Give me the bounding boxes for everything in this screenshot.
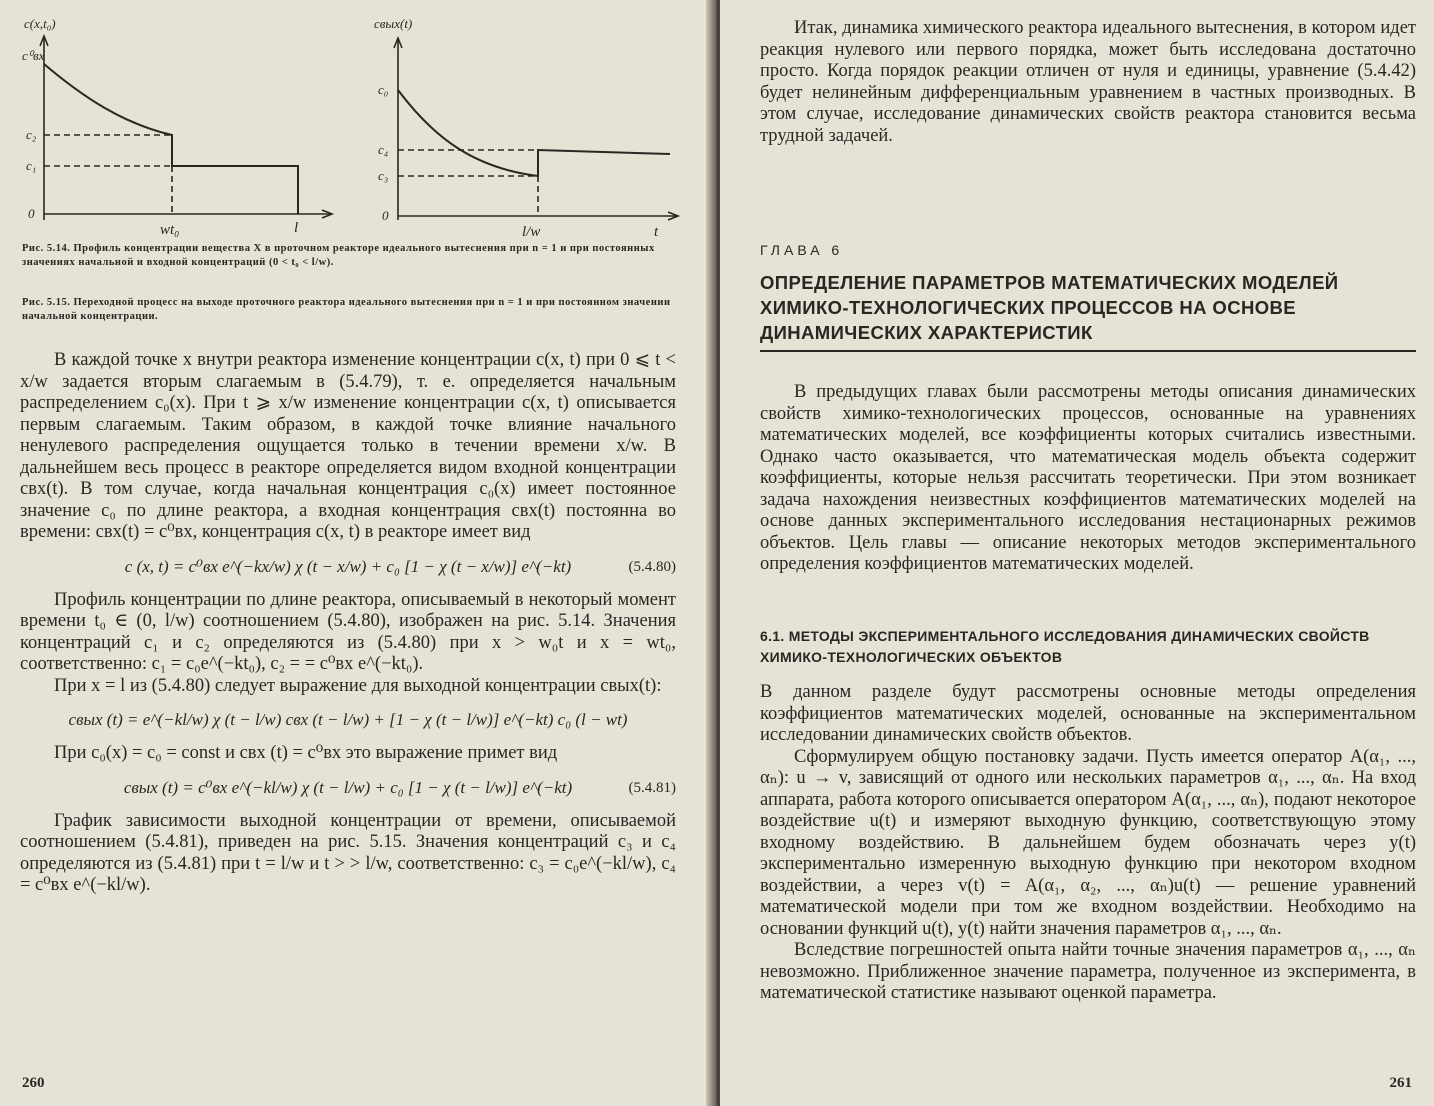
page-number: 260 [22, 1075, 45, 1091]
chapter-label: ГЛАВА 6 [760, 242, 844, 258]
fig515-tick-c3: c₃ [378, 168, 389, 183]
section-body-text [760, 682, 1416, 1005]
equation-5480 [20, 544, 676, 590]
chapter-rule [760, 350, 1416, 352]
fig514-x-end-label: l [294, 220, 299, 236]
fig515-y-label: cвых(t) [374, 16, 413, 31]
figures-row [14, 8, 686, 240]
figure-515-caption: Рис. 5.15. Переходной процесс на выходе проточного реактора идеального вытеснения при n = 1 и при постоянном значении начальной концентрации. [22, 297, 671, 322]
paragraph: Профиль концентрации по длине реактора, описываемый в некоторый момент времени t₀ ∈ (0, l/w) соотношением (5.4.80), изображен на рис. 5.14. Значения концентраций c₁ и c₂ определяются из (5.4.80) при x > w₀t и x = wt₀, соответственно: c₁ = c₀e^(−kt₀), c₂ = = c⁰вх e^(−kt₀). [20, 589, 676, 674]
paragraph: В предыдущих главах были рассмотрены методы описания динамических свойств химико-технологических процессов, основанные на уравнениях математических моделей, все коэффициенты которых считались известными. Однако часто оказывается, что математическая модель объекта содержит коэффициенты, которые нельзя рассчитать теоретически. При этом возникает задача нахождения неизвестных коэффициентов математических моделей на основе данных экспериментального исследования нестационарных режимов объектов. Цель главы — описание некоторых методов экспериментального определения коэффициентов математических моделей. [760, 382, 1416, 574]
figure-graphs [14, 8, 686, 240]
left-page [0, 0, 712, 1106]
fig514-tick-c2: c₂ [26, 127, 37, 142]
fig514-tick-c1: c₁ [26, 158, 37, 173]
chapter-title: ОПРЕДЕЛЕНИЕ ПАРАМЕТРОВ МАТЕМАТИЧЕСКИХ МОДЕЛЕЙ ХИМИКО-ТЕХНОЛОГИЧЕСКИХ ПРОЦЕССОВ НА ОСНОВЕ ДИНАМИЧЕСКИХ ХАРАКТЕРИСТИК [760, 272, 1339, 343]
section-title: 6.1. МЕТОДЫ ЭКСПЕРИМЕНТАЛЬНОГО ИССЛЕДОВАНИЯ ДИНАМИЧЕСКИХ СВОЙСТВ ХИМИКО-ТЕХНОЛОГИЧЕСКИХ ОБЪЕКТОВ [760, 628, 1370, 665]
equation-number: (5.4.81) [628, 779, 676, 796]
page-number: 261 [1389, 1075, 1412, 1091]
fig515-x-end-label: t [654, 224, 659, 240]
chapter-intro-text [760, 382, 1416, 576]
figure-514-caption: Рис. 5.14. Профиль концентрации вещества X в проточном реакторе идеального вытеснения при n = 1 и при постоянных значениях начальной и входной концентраций (0 < t₀ < l/w). [22, 243, 655, 268]
paragraph: В каждой точке x внутри реактора изменение концентрации c(x, t) при 0 ⩽ t < x/w задается вторым слагаемым в (5.4.79), т. е. определяется начальным распределением c₀(x). При t ⩾ x/w изменение концентрации c(x, t) описывается первым слагаемым. Таким образом, в каждой точке влияние начального ненулевого распределения ощущается только в течении времени x/w. В дальнейшем весь процесс в реакторе определяется видом входной концентрации cвх(t). В том случае, когда начальная концентрация c₀(x) имеет постоянное значение c₀ по длине реактора, а входная концентрация cвх(t) постоянна во времени: cвх(t) = c⁰вх, концентрация c(x, t) в реакторе имеет вид [20, 350, 676, 542]
fig514-tick-0: 0 [28, 206, 35, 221]
fig515-x-mid-label: l/w [522, 224, 541, 240]
equation-expression: cвых (t) = c⁰вх e^(−kl/w) χ (t − l/w) + c₀ [1 − χ (t − l/w)] e^(−kt) [123, 777, 573, 797]
fig514-curve [44, 64, 298, 214]
paragraph: Итак, динамика химического реактора идеального вытеснения, в котором идет реакция нулевого или первого порядка, может быть исследована достаточно просто. Когда порядок реакции отличен от нуля и единицы, уравнение (5.4.42) будет нелинейным дифференциальным уравнением в частных производных. В этом случае, исследование динамических свойств реактора становится весьма трудной задачей. [760, 18, 1416, 146]
paragraph: При x = l из (5.4.80) следует выражение для выходной концентрации cвых(t): [54, 675, 662, 696]
fig515-curve [398, 90, 670, 176]
fig514-x-label: wt₀ [160, 222, 180, 238]
paragraph: График зависимости выходной концентрации от времени, описываемой соотношением (5.4.81), приведен на рис. 5.15. Значения концентраций c₃ и c₄ определяются из (5.4.81) при t = l/w и t > > l/w, соответственно: c₃ = c₀e^(−kl/w), c₄ = c⁰вх e^(−kl/w). [20, 810, 676, 895]
equation-expression: cвых (t) = e^(−kl/w) χ (t − l/w) cвх (t − l/w) + [1 − χ (t − l/w)] e^(−kt) c₀ (l − wt) [68, 710, 628, 729]
equation-expression: c (x, t) = c⁰вх e^(−kx/w) χ (t − x/w) + c₀ [1 − χ (t − x/w)] e^(−kt) [124, 556, 572, 576]
left-body-text [20, 350, 676, 897]
paragraph: В данном разделе будут рассмотрены основные методы определения коэффициентов математических моделей, основанные на экспериментальном исследовании динамических свойств объектов. [760, 682, 1416, 745]
right-intro-text [760, 18, 1416, 147]
right-page [720, 0, 1434, 1106]
equation-5481 [20, 765, 676, 811]
paragraph: Вследствие погрешностей опыта найти точные значения параметров α₁, ..., αₙ невозможно. Приближенное значение параметра, полученное из эксперимента, в математической статистике называют оценкой параметра. [760, 940, 1416, 1003]
fig514-tick-c0vx: c⁰вх [22, 48, 45, 63]
fig514-y-label: c(x,t₀) [24, 16, 56, 31]
fig515-tick-0: 0 [382, 208, 389, 223]
fig515-tick-c4: c₄ [378, 142, 389, 157]
equation-number: (5.4.80) [628, 558, 676, 575]
paragraph: Сформулируем общую постановку задачи. Пусть имеется оператор A(α₁, ..., αₙ): u → v, зависящий от одного или нескольких параметров α₁, ..., αₙ. На вход аппарата, работа которого описывается оператором A(α₁, ..., αₙ), подают некоторое воздействие u(t) и измеряют выходную функцию, соответствующую этому входному воздействию. В дальнейшем будем обозначать через y(t) экспериментально измеренную выходную функцию при некотором входном воздействии, а через v(t) = A(α₁, α₂, ..., αₙ)u(t) — решение уравнений математической модели при том же входном воздействии. Необходимо на основании функций u(t), y(t) найти значения параметров α₁, ..., αₙ. [760, 746, 1416, 939]
equation-output [20, 697, 676, 743]
fig515-tick-c0: c₀ [378, 82, 389, 97]
paragraph: При c₀(x) = c₀ = const и cвх (t) = c⁰вх это выражение примет вид [54, 743, 558, 763]
